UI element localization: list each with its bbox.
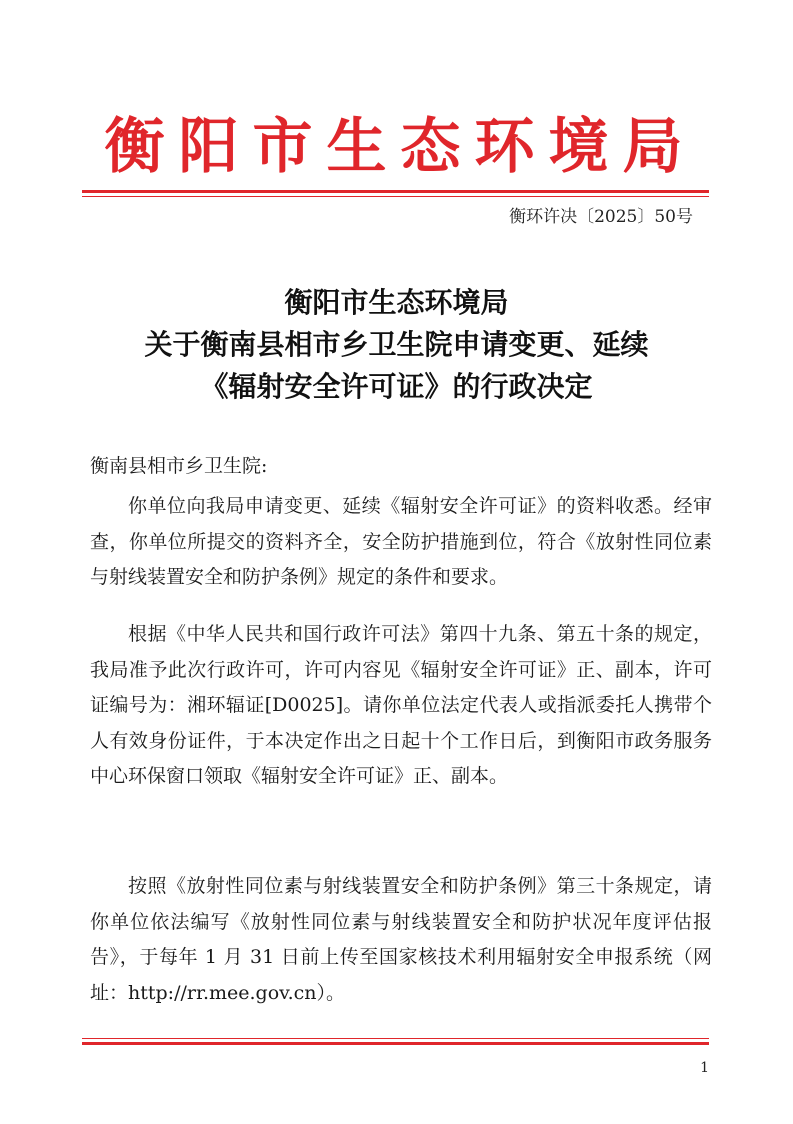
title-line-1: 衡阳市生态环境局 bbox=[284, 286, 509, 319]
footer-red-rule-thin bbox=[82, 1038, 709, 1039]
document-number: 衡环许决〔2025〕50号 bbox=[509, 207, 693, 227]
document-title bbox=[0, 282, 793, 408]
title-line-3: 《辐射安全许可证》的行政决定 bbox=[200, 370, 593, 403]
title-line-2: 关于衡南县相市乡卫生院申请变更、延续 bbox=[144, 328, 649, 361]
footer-red-rule-thick bbox=[82, 1042, 709, 1045]
agency-letterhead: 衡阳市生态环境局 bbox=[104, 112, 697, 182]
page-number: 1 bbox=[700, 1060, 709, 1076]
body-paragraph: 根据《中华人民共和国行政许可法》第四十九条、第五十条的规定，我局准予此次行政许可，许可内容见《辐射安全许可证》正、副本，许可证编号为：湘环辐证[D0025]。请你单位法定代表人或指派委托人携带个人有效身份证件，于本决定作出之日起十个工作日后，到衡阳市政务服务中心环保窗口领取《辐射安全许可证》正、副本。 bbox=[90, 623, 712, 787]
recipient-line: 衡南县相市乡卫生院: bbox=[90, 455, 268, 477]
body-paragraph: 按照《放射性同位素与射线装置安全和防护条例》第三十条规定，请你单位依法编写《放射性同位素与射线装置安全和防护状况年度评估报告》，于每年 1 月 31 日前上传至国家核技术利用辐射安全申报系统（网址：http://rr.mee.gov.cn）。 bbox=[90, 875, 712, 1004]
header-red-rule-thin bbox=[82, 196, 709, 197]
header-red-rule-thick bbox=[82, 190, 709, 193]
body-paragraph: 你单位向我局申请变更、延续《辐射安全许可证》的资料收悉。经审查，你单位所提交的资料齐全，安全防护措施到位，符合《放射性同位素与射线装置安全和防护条例》规定的条件和要求。 bbox=[90, 495, 712, 588]
